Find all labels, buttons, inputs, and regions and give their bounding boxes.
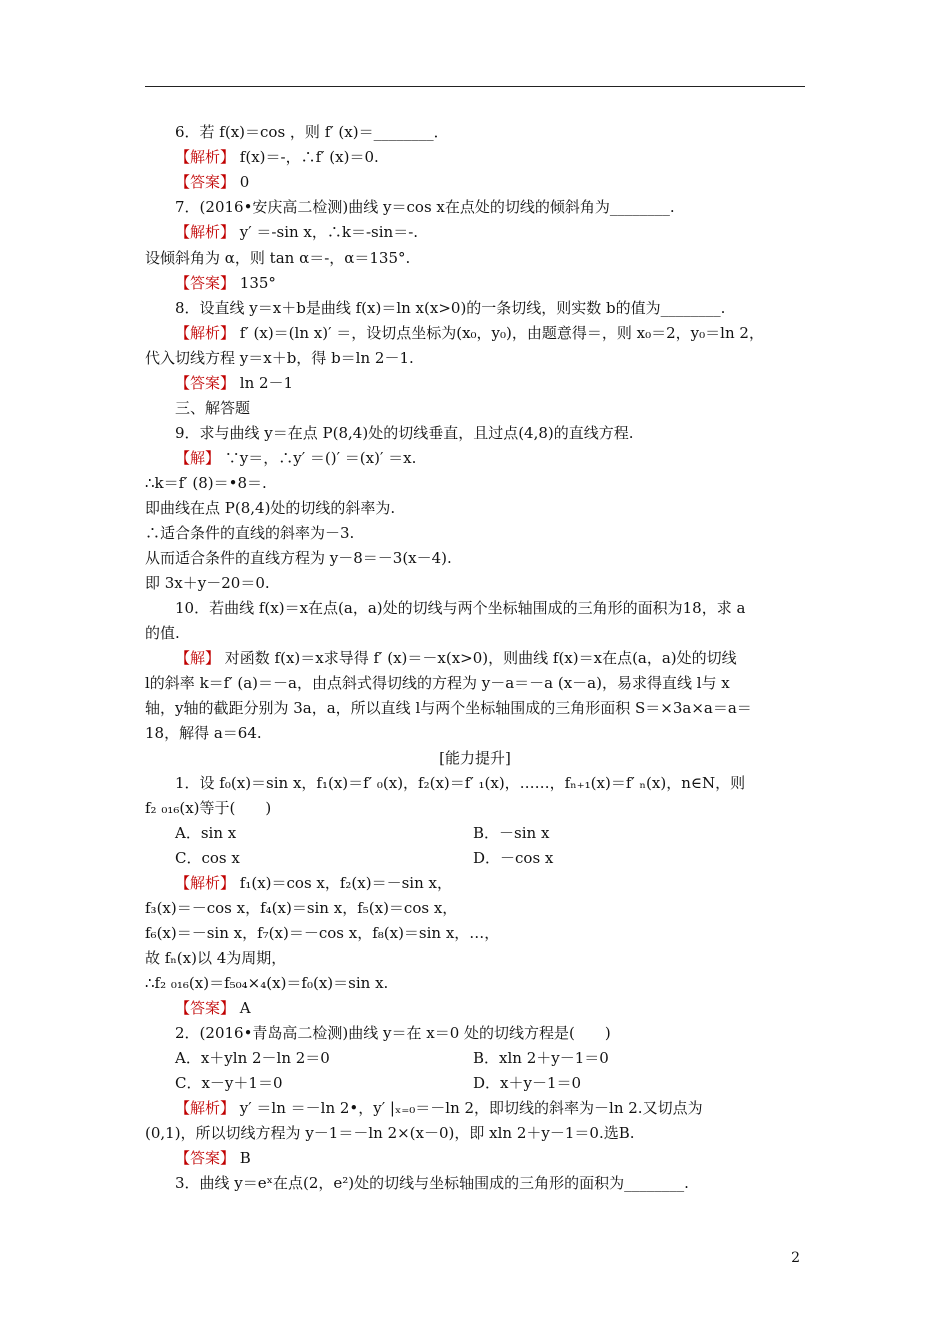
text-line [145, 871, 805, 895]
line-text: f₃(x)＝－cos x，f₄(x)＝sin x，f₅(x)＝cos x， [145, 899, 458, 917]
section-tag: 【答案】 [175, 999, 236, 1017]
text-line [145, 646, 805, 670]
section-tag: 【解析】 [175, 874, 236, 892]
text-line [145, 671, 805, 695]
line-text: 对函数 f(x)＝x求导得 f′ (x)＝－x(x>0)，则曲线 f(x)＝x在点(a，a)处的切线 [220, 649, 737, 667]
text-line [145, 596, 805, 620]
line-text: (0,1)，所以切线方程为 y－1＝－ln 2×(x－0)，即 xln 2＋y－1＝0.选B. [145, 1124, 635, 1142]
line-text: 从而适合条件的直线方程为 y－8＝－3(x－4). [145, 549, 452, 567]
option-right: B．－sin x [473, 824, 550, 842]
text-line [145, 796, 805, 820]
section-tag: 【解】 [175, 649, 221, 667]
line-text: f₂ ₀₁₆(x)等于( ) [145, 799, 272, 817]
text-line [145, 921, 805, 945]
line-text: C．x－y＋1＝0 [175, 1074, 283, 1092]
text-line [145, 821, 805, 845]
section-tag: 【解】 [175, 449, 221, 467]
option-right: D．x＋y－1＝0 [473, 1074, 582, 1092]
text-line [145, 321, 805, 345]
text-line [145, 846, 805, 870]
text-line [145, 145, 805, 169]
text-line [145, 496, 805, 520]
line-text: ∴适合条件的直线的斜率为－3. [145, 524, 355, 542]
section-tag: 【答案】 [175, 173, 236, 191]
text-line [145, 1071, 805, 1095]
line-text: 即 3x＋y－20＝0. [145, 574, 270, 592]
section-tag: 【解析】 [175, 223, 236, 241]
option-right: B．xln 2＋y－1＝0 [473, 1049, 609, 1067]
text-line [145, 371, 805, 395]
line-text: 10．若曲线 f(x)＝x在点(a，a)处的切线与两个坐标轴围成的三角形的面积为18，求 a [175, 599, 746, 617]
line-text: ∴k＝f′ (8)＝•8＝. [145, 474, 267, 492]
text-line [145, 396, 805, 420]
line-text: 8．设直线 y＝x＋b是曲线 f(x)＝ln x(x>0)的一条切线，则实数 b的值为________. [175, 299, 726, 317]
line-text: 7．(2016•安庆高二检测)曲线 y＝cos x在点处的切线的倾斜角为________. [175, 198, 675, 216]
text-line [145, 1121, 805, 1145]
line-text: y′ ＝ln ＝－ln 2•，y′ |ₓ₌₀＝－ln 2，即切线的斜率为－ln 2.又切点为 [235, 1099, 703, 1117]
text-line [145, 1096, 805, 1120]
line-text: A [235, 999, 251, 1017]
text-line [145, 296, 805, 320]
text-line [145, 721, 805, 745]
text-line [145, 1021, 805, 1045]
line-text: C．cos x [175, 849, 240, 867]
section-tag: 【解析】 [175, 1099, 236, 1117]
line-text: f₁(x)＝cos x，f₂(x)＝－sin x， [235, 874, 452, 892]
line-text: 的值. [145, 624, 180, 642]
text-line [145, 771, 805, 795]
text-line [145, 120, 805, 144]
text-line [145, 446, 805, 470]
line-text: 三、解答题 [175, 399, 251, 417]
page-number: 2 [791, 1250, 800, 1266]
line-text: f(x)＝-，∴f′ (x)＝0. [235, 148, 379, 166]
line-text: f′ (x)＝(ln x)′ ＝，设切点坐标为(x₀，y₀)，由题意得＝，则 x₀＝2，y₀＝ln 2， [235, 324, 764, 342]
line-text: 135° [235, 274, 276, 292]
line-text: [能力提升] [439, 749, 511, 767]
text-line [145, 896, 805, 920]
text-line [145, 421, 805, 445]
line-text: 轴，y轴的截距分别为 3a，a，所以直线 l与两个坐标轴围成的三角形面积 S＝×3a×a＝a＝ [145, 699, 752, 717]
line-text: 1．设 f₀(x)＝sin x，f₁(x)＝f′ ₀(x)，f₂(x)＝f′ ₁(x)，……，fₙ₊₁(x)＝f′ ₙ(x)，n∈N，则 [175, 774, 746, 792]
line-text: A．x＋yln 2－ln 2＝0 [175, 1049, 330, 1067]
text-line [145, 170, 805, 194]
text-line [145, 195, 805, 219]
line-text: l的斜率 k＝f′ (a)＝－a，由点斜式得切线的方程为 y－a＝－a (x－a)，易求得直线 l与 x [145, 674, 730, 692]
text-line [145, 1046, 805, 1070]
section-tag: 【解析】 [175, 148, 236, 166]
line-text: y′ ＝-sin x，∴k＝-sin＝-. [235, 223, 419, 241]
section-tag: 【解析】 [175, 324, 236, 342]
text-line [145, 546, 805, 570]
text-line [145, 696, 805, 720]
text-line [145, 571, 805, 595]
line-text: 6．若 f(x)＝cos ，则 f′ (x)＝________． [175, 123, 449, 141]
line-text: A．sin x [175, 824, 237, 842]
text-line [145, 971, 805, 995]
line-text: ∵y＝，∴y′ ＝()′ ＝(x)′ ＝x. [220, 449, 417, 467]
section-tag: 【答案】 [175, 1149, 236, 1167]
text-line [145, 246, 805, 270]
line-text: 即曲线在点 P(8,4)处的切线的斜率为. [145, 499, 396, 517]
line-text: ∴f₂ ₀₁₆(x)＝f₅₀₄×₄(x)＝f₀(x)＝sin x. [145, 974, 389, 992]
text-line [145, 621, 805, 645]
line-text: ln 2－1 [235, 374, 294, 392]
line-text: 18，解得 a＝64. [145, 724, 262, 742]
line-text: 代入切线方程 y＝x＋b，得 b＝ln 2－1. [145, 349, 414, 367]
text-line [145, 746, 805, 770]
text-line [145, 1171, 805, 1195]
line-text: 9．求与曲线 y＝在点 P(8,4)处的切线垂直，且过点(4,8)的直线方程. [175, 424, 634, 442]
line-text: 故 fₙ(x)以 4为周期， [145, 949, 287, 967]
text-line [145, 1146, 805, 1170]
section-tag: 【答案】 [175, 374, 236, 392]
text-line [145, 271, 805, 295]
line-text: 0 [235, 173, 250, 191]
text-line [145, 346, 805, 370]
line-text: f₆(x)＝－sin x，f₇(x)＝－cos x，f₈(x)＝sin x，…， [145, 924, 500, 942]
line-text: B [235, 1149, 251, 1167]
line-text: 2．(2016•青岛高二检测)曲线 y＝在 x＝0 处的切线方程是( ) [175, 1024, 611, 1042]
text-line [145, 946, 805, 970]
option-right: D．－cos x [473, 849, 554, 867]
line-text: 设倾斜角为 α，则 tan α＝-，α＝135°. [145, 249, 411, 267]
text-line [145, 996, 805, 1020]
text-line [145, 521, 805, 545]
text-line [145, 471, 805, 495]
text-line [145, 220, 805, 244]
header-rule [145, 86, 805, 87]
section-tag: 【答案】 [175, 274, 236, 292]
line-text: 3．曲线 y＝eˣ在点(2，e²)处的切线与坐标轴围成的三角形的面积为________. [175, 1174, 689, 1192]
